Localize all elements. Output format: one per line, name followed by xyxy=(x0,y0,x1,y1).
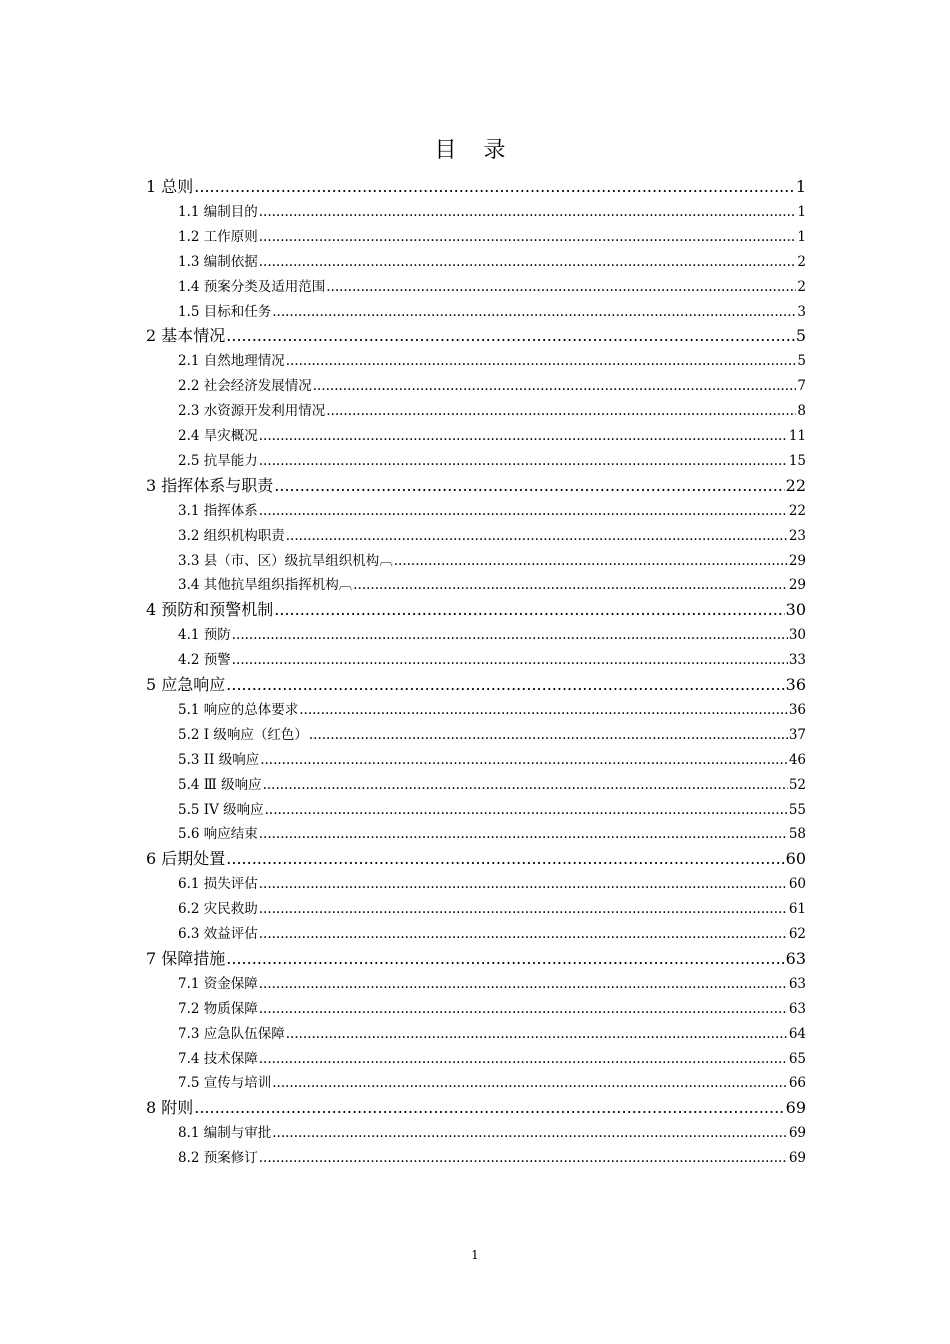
toc-entry-page: 65 xyxy=(788,1050,806,1067)
toc-entry-label: 2.1 自然地理情况 xyxy=(178,353,285,370)
toc-leader-dots xyxy=(272,1122,788,1144)
toc-entry-label: 3 指挥体系与职责 xyxy=(146,475,274,495)
toc-entry-label: 3.3 县（市、区）级抗旱组织机构︹ xyxy=(178,552,393,569)
toc-entry-label: 4 预防和预警机制 xyxy=(146,600,274,620)
toc-entry-label: 5 应急响应 xyxy=(146,675,226,694)
toc-leader-dots xyxy=(259,201,797,223)
toc-entry-page: 1 xyxy=(797,228,806,245)
toc-section-entry[interactable] xyxy=(178,1048,806,1070)
toc-entry-label: 6 后期处置 xyxy=(146,849,226,869)
toc-leader-dots xyxy=(326,400,796,422)
toc-leader-dots xyxy=(263,774,788,796)
toc-leader-dots xyxy=(259,251,797,273)
toc-leader-dots xyxy=(272,1072,788,1094)
toc-entry-page: 22 xyxy=(785,475,806,495)
toc-entry-label: 7.1 资金保障 xyxy=(178,975,258,992)
toc-entry-page: 5 xyxy=(797,353,806,370)
toc-entry-page: 8 xyxy=(797,403,806,420)
toc-section-entry[interactable] xyxy=(178,799,806,821)
toc-leader-dots xyxy=(259,998,788,1020)
toc-entry-label: 1.4 预案分类及适用范围 xyxy=(178,278,326,295)
toc-entry-label: 5.1 响应的总体要求 xyxy=(178,701,299,718)
toc-leader-dots xyxy=(394,550,788,572)
toc-entry-page: 1 xyxy=(797,203,806,220)
toc-leader-dots xyxy=(274,474,784,498)
toc-section-entry[interactable] xyxy=(178,923,806,945)
toc-entry-label: 5.4 Ⅲ 级响应 xyxy=(178,776,262,793)
toc-entry-label: 1.3 编制依据 xyxy=(178,253,258,270)
toc-entry-label: 2.2 社会经济发展情况 xyxy=(178,378,312,395)
toc-leader-dots xyxy=(286,525,788,547)
toc-leader-dots xyxy=(259,226,797,248)
toc-entry-page: 30 xyxy=(788,627,806,644)
toc-entry-page: 2 xyxy=(797,253,806,270)
toc-entry-label: 4.1 预防 xyxy=(178,627,231,644)
toc-entry-label: 2.5 抗旱能力 xyxy=(178,452,258,469)
toc-entry-label: 2.3 水资源开发利用情况 xyxy=(178,403,326,420)
toc-leader-dots xyxy=(326,276,796,298)
toc-entry-label: 8.2 预案修订 xyxy=(178,1150,258,1167)
toc-entry-label: 3.4 其他抗旱组织指挥机构︹ xyxy=(178,577,353,594)
toc-leader-dots xyxy=(259,1048,788,1070)
toc-entry-label: 1 总则 xyxy=(146,177,194,196)
toc-entry-page: 29 xyxy=(788,577,806,594)
toc-title: 目 录 xyxy=(434,138,516,163)
toc-entry-label: 6.2 灾民救助 xyxy=(178,901,258,918)
toc-leader-dots xyxy=(274,598,784,622)
toc-entry-page: 36 xyxy=(785,675,806,694)
toc-entry-page: 46 xyxy=(788,751,806,768)
toc-entry-label: 2 基本情况 xyxy=(146,326,226,346)
toc-leader-dots xyxy=(259,1147,788,1169)
toc-leader-dots xyxy=(353,574,788,596)
toc-entry-page: 63 xyxy=(788,975,806,992)
toc-entry-label: 7.2 物质保障 xyxy=(178,1000,258,1017)
toc-leader-dots xyxy=(309,724,788,746)
toc-entry-label: 1.5 目标和任务 xyxy=(178,303,272,320)
toc-chapter-entry[interactable] xyxy=(146,847,806,871)
toc-entry-page: 36 xyxy=(788,701,806,718)
toc-leader-dots xyxy=(313,375,797,397)
toc-leader-dots xyxy=(259,500,788,522)
toc-entry-label: 5.3 II 级响应 xyxy=(178,751,260,768)
toc-entry-page: 60 xyxy=(785,849,806,869)
toc-chapter-entry[interactable] xyxy=(146,474,806,498)
toc-section-entry[interactable] xyxy=(178,873,806,895)
page-number: 1 xyxy=(471,1248,479,1262)
toc-leader-dots xyxy=(259,973,788,995)
toc-section-entry[interactable] xyxy=(178,998,806,1020)
toc-section-entry[interactable] xyxy=(178,574,806,596)
toc-entry-label: 3.2 组织机构职责 xyxy=(178,527,285,544)
toc-entry-page: 5 xyxy=(795,326,806,346)
toc-entry-page: 1 xyxy=(795,177,806,196)
toc-leader-dots xyxy=(232,624,788,646)
toc-entry-page: 60 xyxy=(788,876,806,893)
toc-section-entry[interactable] xyxy=(178,1147,806,1169)
toc-section-entry[interactable] xyxy=(178,973,806,995)
toc-leader-dots xyxy=(194,175,795,199)
toc-leader-dots xyxy=(226,947,784,971)
toc-leader-dots xyxy=(226,324,795,348)
toc-leader-dots xyxy=(194,1096,784,1120)
toc-entry-page: 11 xyxy=(788,428,806,444)
toc-chapter-entry[interactable] xyxy=(146,175,806,199)
toc-leader-dots xyxy=(232,649,788,671)
toc-entry-page: 22 xyxy=(788,502,806,519)
toc-entry-page: 15 xyxy=(788,452,806,469)
toc-entry-label: 6.1 损失评估 xyxy=(178,876,258,893)
toc-section-entry[interactable] xyxy=(178,276,806,298)
toc-leader-dots xyxy=(259,450,788,472)
toc-section-entry[interactable] xyxy=(178,898,806,920)
toc-entry-label: 2.4 旱灾概况 xyxy=(178,428,258,444)
toc-entry-page: 52 xyxy=(788,776,806,793)
toc-entry-label: 7.3 应急队伍保障 xyxy=(178,1025,285,1042)
toc-section-entry[interactable] xyxy=(178,1122,806,1144)
toc-chapter-entry[interactable] xyxy=(146,1096,806,1120)
toc-section-entry[interactable] xyxy=(178,375,806,397)
toc-section-entry[interactable] xyxy=(178,1023,806,1045)
toc-chapter-entry[interactable] xyxy=(146,324,806,348)
toc-entry-label: 7 保障措施 xyxy=(146,948,226,968)
toc-section-entry[interactable] xyxy=(178,1072,806,1094)
toc-section-entry[interactable] xyxy=(178,823,806,845)
toc-chapter-entry[interactable] xyxy=(146,947,806,971)
toc-section-entry[interactable] xyxy=(178,201,806,223)
toc-entry-label: 4.2 预警 xyxy=(178,652,231,669)
toc-entry-page: 66 xyxy=(788,1075,806,1092)
toc-section-entry[interactable] xyxy=(178,624,806,646)
toc-entry-page: 2 xyxy=(797,278,806,295)
toc-section-entry[interactable] xyxy=(178,226,806,248)
toc-section-entry[interactable] xyxy=(178,699,806,721)
toc-section-entry[interactable] xyxy=(178,649,806,671)
toc-entry-label: 7.4 技术保障 xyxy=(178,1050,258,1067)
toc-leader-dots xyxy=(259,873,788,895)
toc-entry-page: 23 xyxy=(788,527,806,544)
toc-entry-page: 69 xyxy=(788,1125,806,1142)
toc-entry-label: 1.2 工作原则 xyxy=(178,228,258,245)
toc-entry-label: 5.6 响应结束 xyxy=(178,826,258,843)
toc-entry-page: 7 xyxy=(797,378,806,395)
toc-section-entry[interactable] xyxy=(178,749,806,771)
toc-entry-label: 8 附则 xyxy=(146,1098,194,1118)
toc-entry-label: 7.5 宣传与培训 xyxy=(178,1075,272,1092)
toc-section-entry[interactable] xyxy=(178,350,806,372)
toc-entry-page: 69 xyxy=(785,1098,806,1118)
toc-entry-page: 33 xyxy=(788,652,806,669)
toc-section-entry[interactable] xyxy=(178,724,806,746)
toc-entry-page: 3 xyxy=(797,303,806,320)
toc-entry-page: 64 xyxy=(788,1025,806,1042)
toc-leader-dots xyxy=(286,1023,788,1045)
toc-leader-dots xyxy=(265,799,788,821)
toc-leader-dots xyxy=(299,699,788,721)
toc-entry-page: 30 xyxy=(785,600,806,620)
toc-leader-dots xyxy=(259,923,788,945)
toc-entry-page: 58 xyxy=(788,826,806,843)
toc-leader-dots xyxy=(259,898,788,920)
toc-leader-dots xyxy=(259,823,788,845)
toc-section-entry[interactable] xyxy=(178,400,806,422)
toc-chapter-entry[interactable] xyxy=(146,673,806,697)
toc-leader-dots xyxy=(286,350,797,372)
toc-entry-page: 63 xyxy=(788,1000,806,1017)
toc-section-entry[interactable] xyxy=(178,251,806,273)
toc-section-entry[interactable] xyxy=(178,525,806,547)
toc-section-entry[interactable] xyxy=(178,774,806,796)
toc-section-entry[interactable] xyxy=(178,425,806,447)
toc-entry-label: 3.1 指挥体系 xyxy=(178,502,258,519)
toc-entry-page: 29 xyxy=(788,552,806,569)
toc-entry-label: 5.5 IV 级响应 xyxy=(178,801,264,818)
toc-leader-dots xyxy=(226,673,784,697)
toc-chapter-entry[interactable] xyxy=(146,598,806,622)
toc-section-entry[interactable] xyxy=(178,450,806,472)
toc-leader-dots xyxy=(272,301,796,323)
toc-section-entry[interactable] xyxy=(178,550,806,572)
toc-entry-page: 63 xyxy=(785,948,806,968)
toc-entry-page: 37 xyxy=(788,726,806,743)
toc-entry-page: 61 xyxy=(788,901,806,918)
toc-entry-label: 5.2 I 级响应（红色） xyxy=(178,726,308,743)
toc-section-entry[interactable] xyxy=(178,500,806,522)
toc-leader-dots xyxy=(226,847,784,871)
toc-entry-page: 69 xyxy=(788,1150,806,1167)
toc-entry-page: 55 xyxy=(788,801,806,818)
toc-section-entry[interactable] xyxy=(178,301,806,323)
toc-entry-label: 6.3 效益评估 xyxy=(178,926,258,942)
toc-leader-dots xyxy=(259,425,788,447)
toc-leader-dots xyxy=(260,749,788,771)
toc-entry-page: 62 xyxy=(788,926,806,942)
toc-entry-label: 8.1 编制与审批 xyxy=(178,1125,272,1142)
toc-entry-label: 1.1 编制目的 xyxy=(178,203,258,220)
